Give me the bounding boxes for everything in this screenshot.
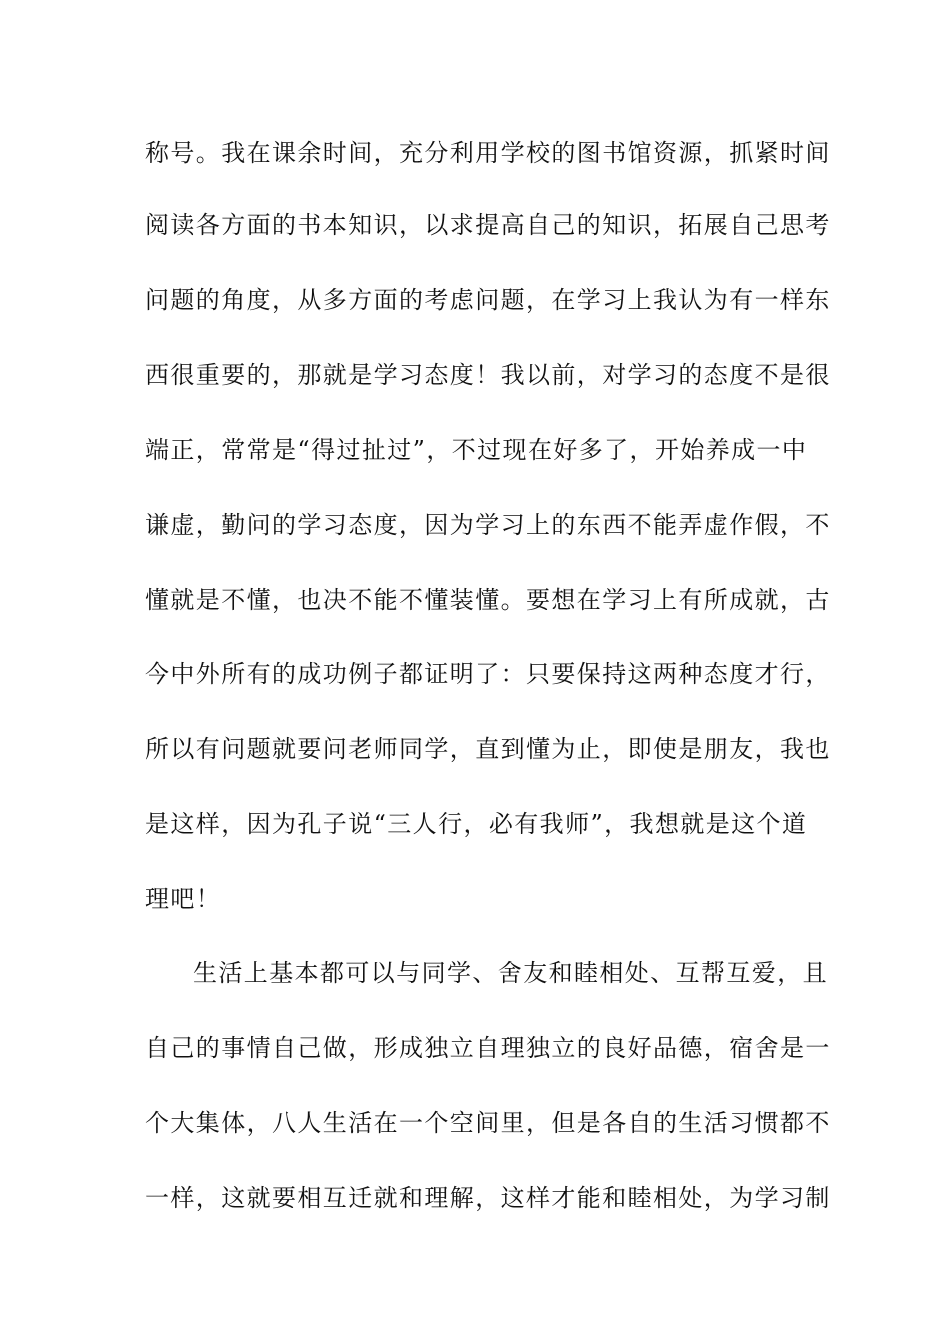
paragraph-first-line: 生活上基本都可以与同学、舍友和睦相处、互帮互爱，且 [193, 959, 828, 987]
text-line: 西很重要的，那就是学习态度！我以前，对学习的态度不是很 [145, 361, 831, 389]
text-line: 所以有问题就要问老师同学，直到懂为止，即使是朋友，我也 [145, 735, 831, 763]
text-line: 谦虚，勤问的学习态度，因为学习上的东西不能弄虚作假，不 [145, 511, 831, 539]
text-line: 是这样，因为孔子说“三人行，必有我师”，我想就是这个道 [145, 810, 808, 838]
text-line: 个大集体，八人生活在一个空间里，但是各自的生活习惯都不 [145, 1109, 831, 1137]
text-line: 懂就是不懂，也决不能不懂装懂。要想在学习上有所成就，古 [145, 586, 831, 614]
text-line: 自己的事情自己做，形成独立自理独立的良好品德，宿舍是一 [145, 1034, 831, 1062]
text-line: 一样，这就要相互迁就和理解，这样才能和睦相处，为学习制 [145, 1184, 831, 1212]
text-line-last: 理吧！ [145, 885, 222, 913]
text-line: 今中外所有的成功例子都证明了：只要保持这两种态度才行， [145, 660, 831, 688]
text-line: 端正，常常是“得过扯过”，不过现在好多了，开始养成一中 [145, 436, 808, 464]
text-line: 阅读各方面的书本知识，以求提高自己的知识，拓展自己思考 [145, 211, 831, 239]
text-line: 称号。我在课余时间，充分利用学校的图书馆资源，抓紧时间 [145, 139, 831, 167]
text-line: 问题的角度，从多方面的考虑问题，在学习上我认为有一样东 [145, 286, 831, 314]
